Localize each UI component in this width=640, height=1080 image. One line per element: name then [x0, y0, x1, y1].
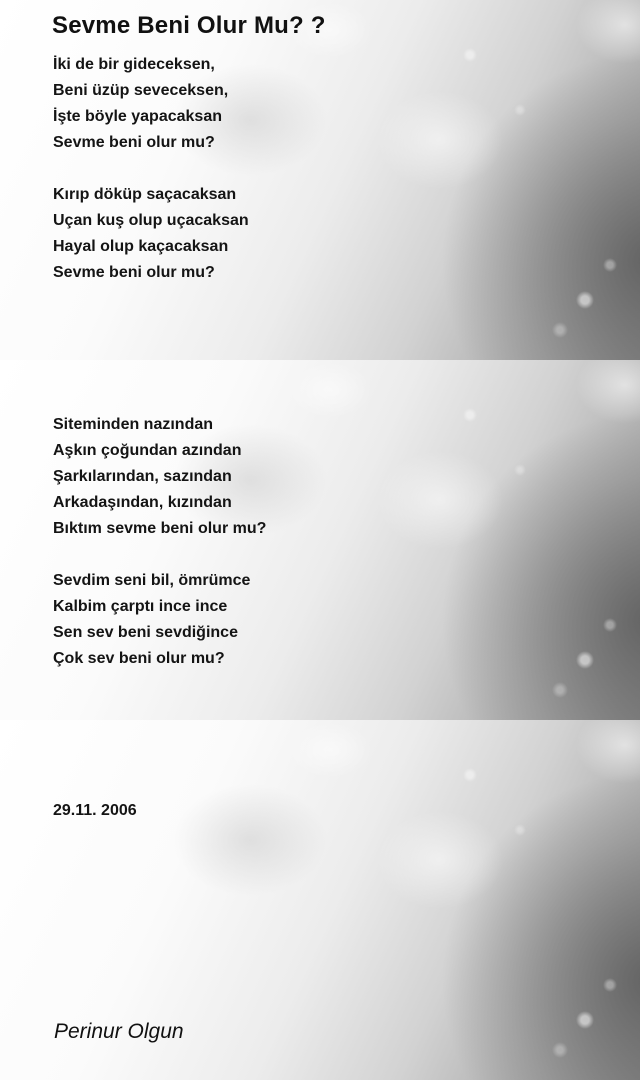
poem-panel-1 — [0, 0, 640, 360]
poem-panel-2 — [0, 360, 640, 720]
poem-line: Sevme beni olur mu? — [53, 264, 215, 281]
poem-line: Kalbim çarptı ince ince — [53, 598, 228, 615]
poem-author: Perinur Olgun — [54, 1020, 184, 1043]
poem-panel-3 — [0, 720, 640, 1080]
poem-line: Hayal olup kaçacaksan — [53, 238, 229, 255]
poem-line: Beni üzüp seveceksen, — [53, 82, 229, 99]
poem-line: Siteminden nazından — [53, 416, 214, 433]
poem-line: Arkadaşından, kızından — [53, 494, 232, 511]
poem-line: Şarkılarından, sazından — [53, 468, 232, 485]
stanza-4 — [53, 568, 250, 672]
poem-line: İşte böyle yapacaksan — [53, 108, 222, 125]
poem-line: Sevme beni olur mu? — [53, 134, 215, 151]
stanza-2 — [53, 182, 249, 286]
poem-line: Aşkın çoğundan azından — [53, 442, 242, 459]
poem-line: Bıktım sevme beni olur mu? — [53, 520, 267, 537]
poem-line: Çok sev beni olur mu? — [53, 650, 225, 667]
poem-date: 29.11. 2006 — [53, 802, 137, 819]
stanza-3 — [53, 412, 266, 542]
poem-line: İki de bir gideceksen, — [53, 56, 215, 73]
poem-line: Sevdim seni bil, ömrümce — [53, 572, 251, 589]
stanza-1 — [53, 52, 228, 156]
poem-line: Kırıp döküp saçacaksan — [53, 186, 237, 203]
poem-line: Uçan kuş olup uçacaksan — [53, 212, 249, 229]
poem-title: Sevme Beni Olur Mu? ? — [52, 12, 326, 39]
poem-line: Sen sev beni sevdiğince — [53, 624, 238, 641]
